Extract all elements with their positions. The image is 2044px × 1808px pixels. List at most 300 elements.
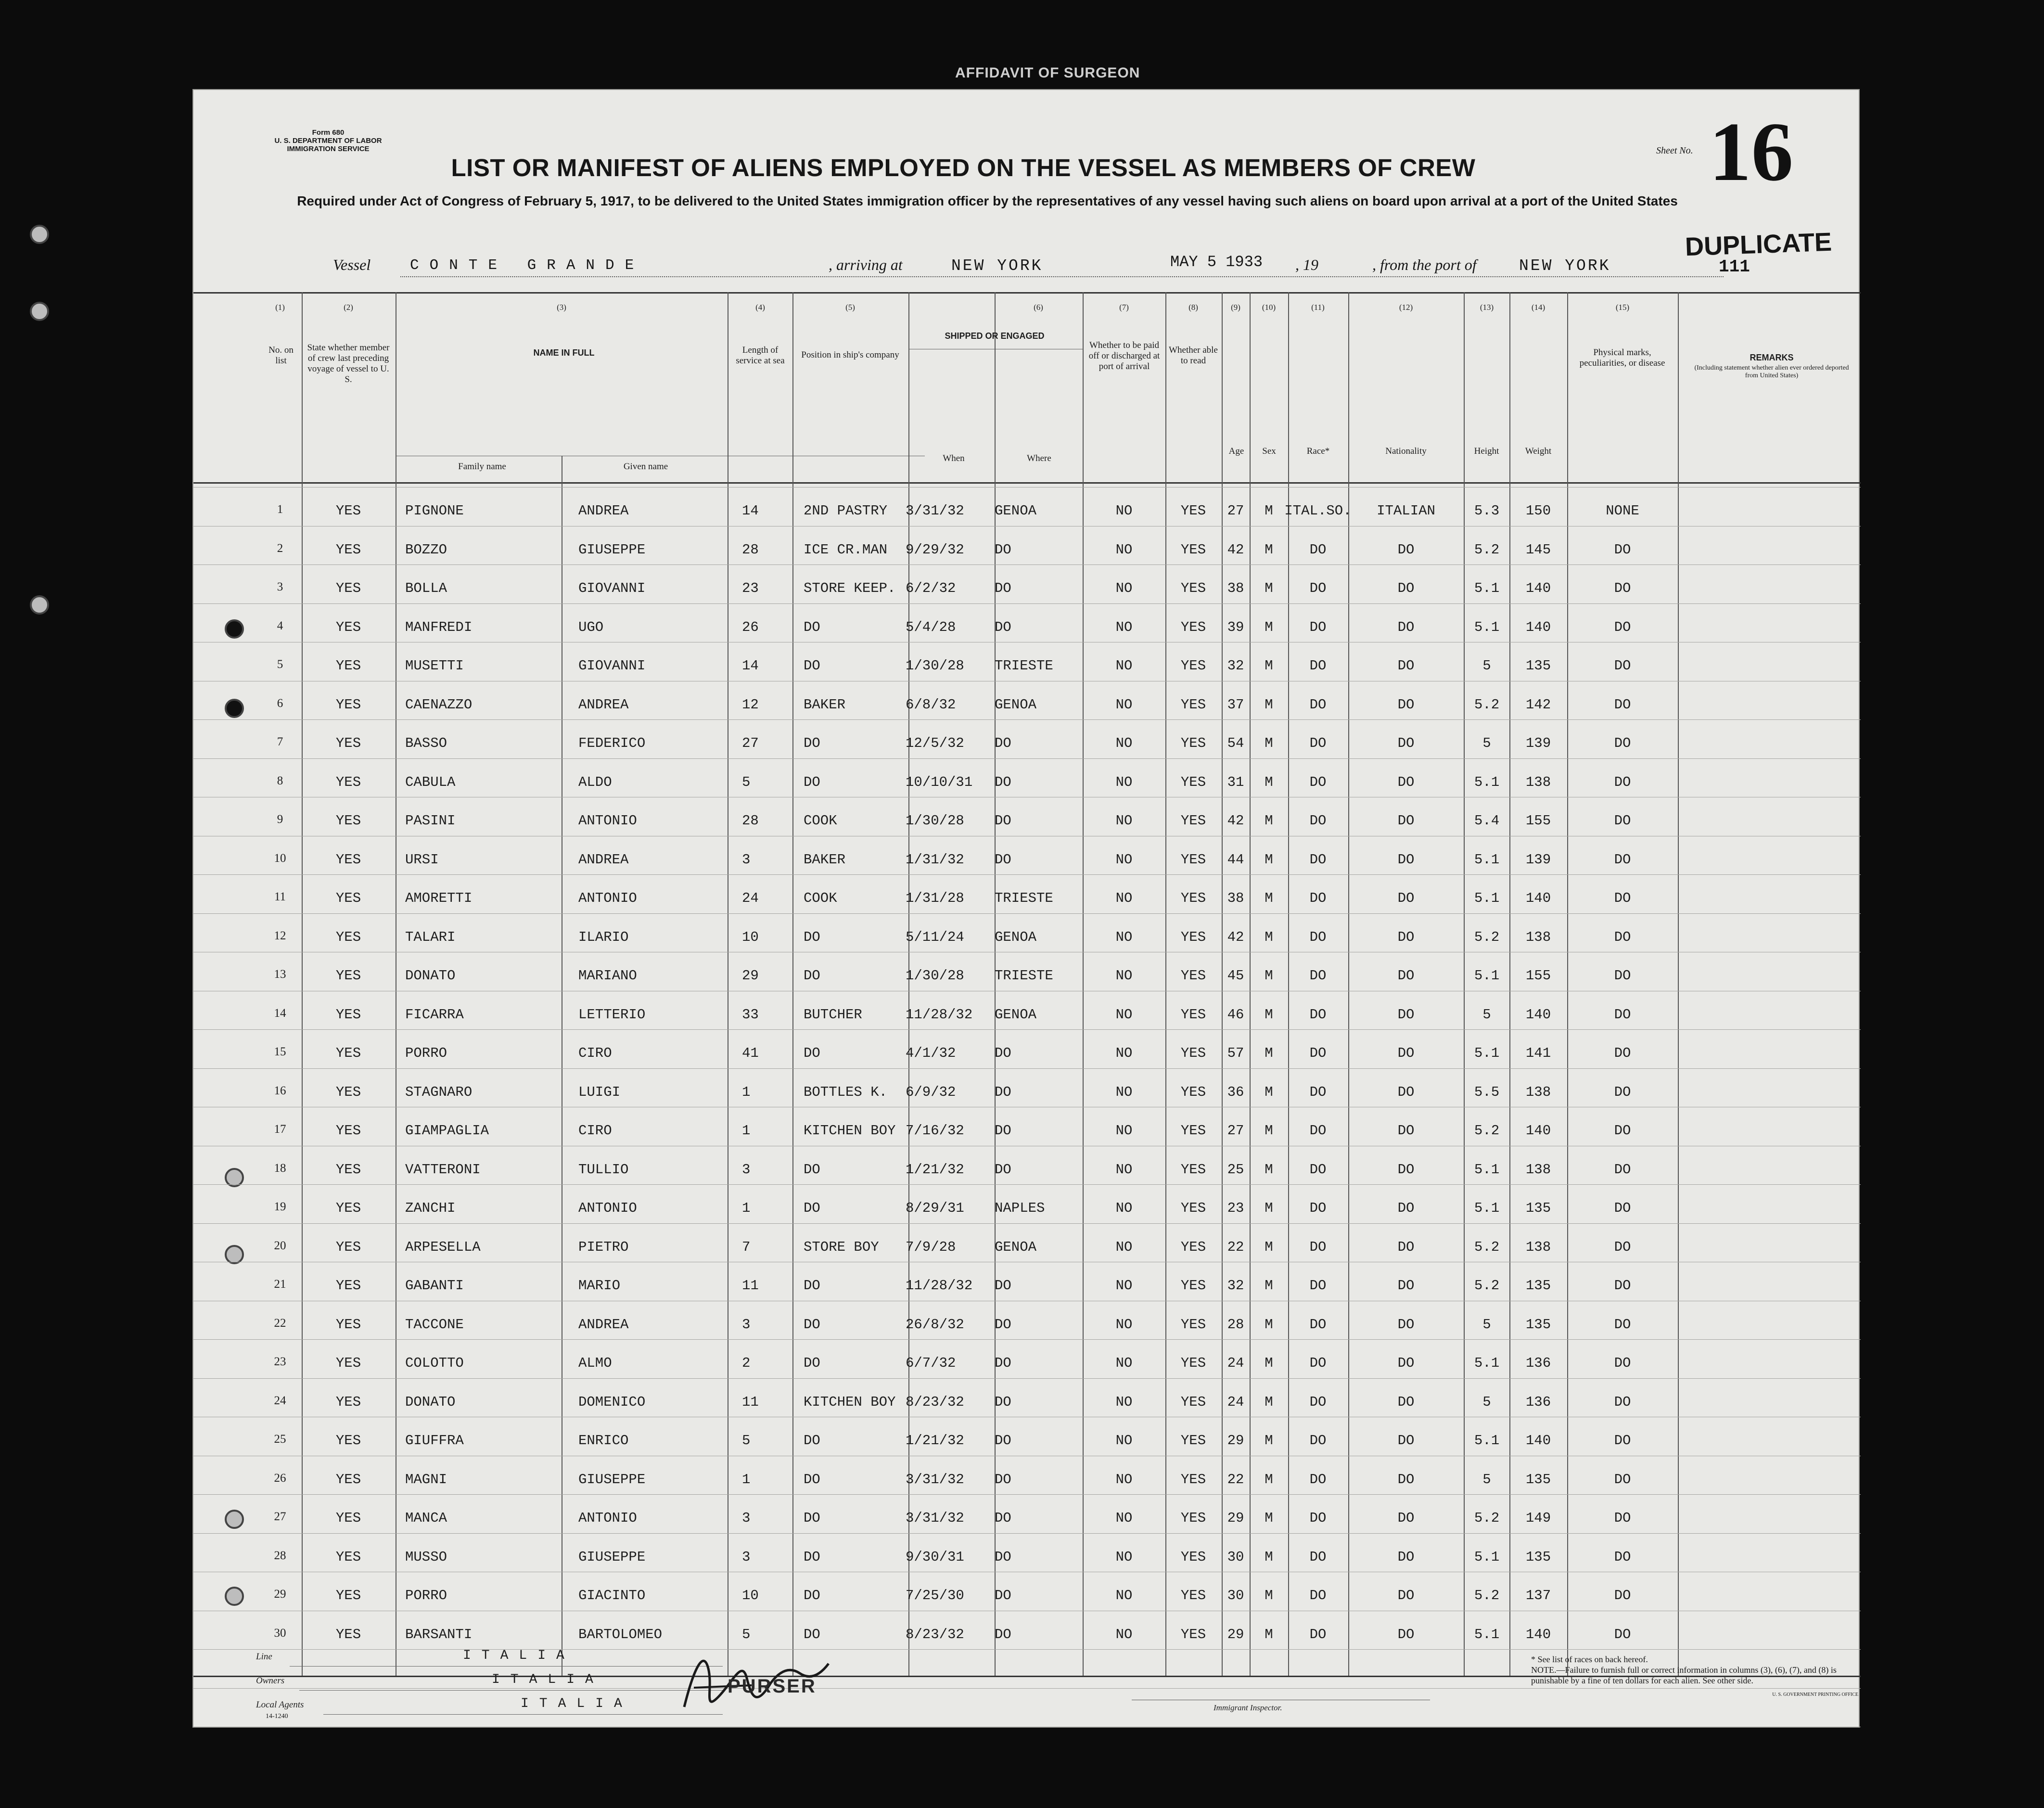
cell-position: STORE KEEP. [804,580,896,596]
form-info [261,128,396,153]
cell-paid: NO [1115,696,1133,713]
cell-where: DO [995,1588,1011,1603]
owners-value: ITALIA [492,1672,604,1687]
cell-physical: DO [1614,1394,1631,1410]
agents-code: 14-1240 [266,1713,288,1720]
cell-race: DO [1309,1084,1327,1100]
cell-when: 11/28/32 [906,1006,973,1023]
cell-length: 3 [742,1161,751,1178]
cell-family: TALARI [405,929,456,945]
cell-given: MARIO [578,1278,621,1294]
cell-nationality: DO [1397,658,1415,674]
cell-nationality: DO [1397,929,1415,945]
cell-race: DO [1309,1471,1327,1487]
cell-nationality: DO [1397,696,1415,713]
cell-height: 5.1 [1474,890,1500,906]
cell-no: 4 [277,619,283,632]
table-row [193,1351,1861,1390]
cell-read: YES [1180,503,1206,519]
cell-nationality: DO [1397,1433,1415,1449]
column-number: (5) [845,303,855,312]
cell-race: DO [1309,696,1327,713]
cell-age: 30 [1227,1588,1244,1603]
cell-given: GIUSEPPE [578,1471,646,1487]
cell-family: GIUFFRA [405,1433,464,1449]
cell-age: 38 [1227,580,1244,596]
cell-weight: 139 [1525,735,1551,751]
cell-race: DO [1309,929,1327,945]
table-row [193,770,1861,809]
cell-prev: YES [335,1471,361,1487]
cell-nationality: DO [1397,735,1415,751]
header-when: When [943,453,965,463]
cell-paid: NO [1115,890,1133,906]
cell-paid: NO [1115,1084,1133,1100]
cell-sex: M [1265,1239,1273,1255]
cell-height: 5.1 [1474,774,1500,790]
cell-no: 1 [277,503,283,516]
cell-paid: NO [1115,1471,1133,1487]
cell-length: 23 [742,580,759,596]
column-number: (4) [755,303,765,312]
cell-no: 25 [274,1433,286,1446]
cell-given: ANTONIO [578,1200,637,1216]
cell-length: 5 [742,1433,751,1449]
cell-read: YES [1180,1006,1206,1023]
cell-nationality: DO [1397,1045,1415,1061]
cell-no: 26 [274,1471,286,1485]
cell-when: 9/30/31 [906,1549,964,1565]
cell-family: AMORETTI [405,890,473,906]
cell-position: ICE CR.MAN [804,541,888,558]
cell-physical: DO [1614,1239,1631,1255]
cell-age: 29 [1227,1510,1244,1526]
penalty-note: NOTE.—Failure to furnish full or correct information in columns (3), (6), (7), and (8) is punishable by a fine of ten dollars for each alien. See other side. [1531,1665,1837,1685]
cell-weight: 150 [1525,503,1551,519]
header-length-service: Length of service at sea [736,345,785,366]
cell-physical: DO [1614,696,1631,713]
cell-when: 1/30/28 [906,658,964,674]
cell-height: 5.2 [1474,1239,1500,1255]
cell-position: DO [804,1626,820,1642]
cell-nationality: DO [1397,813,1415,829]
cell-physical: DO [1614,580,1631,596]
cell-age: 27 [1227,503,1244,519]
cell-paid: NO [1115,1200,1133,1216]
cell-length: 1 [742,1123,751,1139]
cell-where: DO [995,735,1011,751]
cell-read: YES [1180,1161,1206,1178]
cell-position: DO [804,1471,820,1487]
cell-when: 1/31/32 [906,851,964,868]
cell-prev: YES [335,580,361,596]
cell-age: 36 [1227,1084,1244,1100]
cell-given: BARTOLOMEO [578,1626,663,1642]
table-row [193,964,1861,1003]
cell-paid: NO [1115,619,1133,635]
cell-height: 5.1 [1474,968,1500,984]
cell-sex: M [1265,696,1273,713]
cell-paid: NO [1115,735,1133,751]
cell-no: 10 [274,851,286,865]
agents-value: ITALIA [521,1696,633,1711]
header-bottom-border [193,482,1861,484]
cell-prev: YES [335,1588,361,1603]
header-name-in-full: NAME IN FULL [533,348,595,358]
cell-no: 20 [274,1239,286,1252]
cell-paid: NO [1115,851,1133,868]
cell-given: ANDREA [578,503,629,519]
cell-given: ALMO [578,1355,612,1371]
cell-prev: YES [335,619,361,635]
cell-family: VATTERONI [405,1161,481,1178]
cell-length: 7 [742,1239,751,1255]
cell-given: ANDREA [578,851,629,868]
cell-given: GIOVANNI [578,580,646,596]
cell-sex: M [1265,1161,1273,1178]
table-row [193,538,1861,577]
column-number: (6) [1034,303,1043,312]
cell-height: 5.2 [1474,1278,1500,1294]
cell-length: 24 [742,890,759,906]
cell-when: 8/23/32 [906,1394,964,1410]
cell-physical: DO [1614,774,1631,790]
vessel-name: CONTE GRANDE [410,257,645,274]
cell-nationality: ITALIAN [1377,503,1435,519]
cell-paid: NO [1115,1433,1133,1449]
page-title: LIST OR MANIFEST OF ALIENS EMPLOYED ON THE VESSEL AS MEMBERS OF CREW [451,154,1476,181]
table-row [193,577,1861,615]
cell-where: GENOA [995,696,1037,713]
cell-no: 2 [277,541,283,555]
cell-weight: 140 [1525,1626,1551,1642]
cell-nationality: DO [1397,1123,1415,1139]
cell-where: DO [995,1471,1011,1487]
cell-sex: M [1265,1394,1273,1410]
cell-length: 10 [742,929,759,945]
header-remarks-note: (Including statement whether alien ever ordered deported from United States) [1694,364,1849,379]
sheet-number: 16 [1709,105,1793,198]
header-age: Age [1228,446,1244,456]
table-row [193,848,1861,887]
vessel-line-rule [400,276,1724,277]
table-top-border [193,292,1861,294]
inspector-label: Immigrant Inspector. [1214,1703,1282,1712]
cell-height: 5.3 [1474,503,1500,519]
cell-when: 10/10/31 [906,774,973,790]
cell-read: YES [1180,851,1206,868]
cell-weight: 155 [1525,813,1551,829]
cell-family: GIAMPAGLIA [405,1123,489,1139]
cell-position: DO [804,1510,820,1526]
cell-given: TULLIO [578,1161,629,1178]
table-row [193,1313,1861,1352]
cell-height: 5.2 [1474,1123,1500,1139]
cell-prev: YES [335,1433,361,1449]
cell-when: 1/21/32 [906,1433,964,1449]
cell-sex: M [1265,929,1273,945]
cell-age: 24 [1227,1394,1244,1410]
cell-sex: M [1265,1510,1273,1526]
cell-read: YES [1180,696,1206,713]
cell-sex: M [1265,1588,1273,1603]
column-number: (14) [1531,303,1546,312]
cell-paid: NO [1115,1588,1133,1603]
cell-weight: 135 [1525,1200,1551,1216]
cell-where: DO [995,541,1011,558]
cell-race: DO [1309,1045,1327,1061]
cell-length: 14 [742,503,759,519]
cell-where: GENOA [995,1006,1037,1023]
cell-nationality: DO [1397,1084,1415,1100]
cell-nationality: DO [1397,1510,1415,1526]
cell-family: DONATO [405,968,456,984]
column-number: (15) [1615,303,1630,312]
cell-prev: YES [335,1123,361,1139]
punch-hole [30,595,49,615]
cell-race: DO [1309,1316,1327,1333]
table-row [193,1003,1861,1042]
table-row [193,1119,1861,1158]
cell-length: 5 [742,1626,751,1642]
cell-prev: YES [335,890,361,906]
cell-when: 3/31/32 [906,1510,964,1526]
table-row [193,1545,1861,1584]
cell-family: PORRO [405,1588,447,1603]
column-number: (1) [275,303,285,312]
cell-length: 1 [742,1200,751,1216]
cell-prev: YES [335,658,361,674]
cell-physical: DO [1614,1433,1631,1449]
cell-when: 6/2/32 [906,580,956,596]
cell-physical: DO [1614,1316,1631,1333]
cell-paid: NO [1115,1123,1133,1139]
cell-where: DO [995,1549,1011,1565]
cell-paid: NO [1115,813,1133,829]
cell-physical: DO [1614,541,1631,558]
cell-prev: YES [335,1549,361,1565]
cell-where: DO [995,1316,1011,1333]
cell-sex: M [1265,890,1273,906]
cell-physical: DO [1614,1588,1631,1603]
table-row [193,886,1861,925]
cell-height: 5 [1482,658,1491,674]
cell-sex: M [1265,1626,1273,1642]
cell-weight: 140 [1525,1006,1551,1023]
manifest-sheet [192,89,1860,1728]
cell-height: 5.2 [1474,1588,1500,1603]
cell-prev: YES [335,1084,361,1100]
cell-race: DO [1309,1006,1327,1023]
cell-length: 2 [742,1355,751,1371]
cell-age: 37 [1227,696,1244,713]
header-shipped: SHIPPED OR ENGAGED [945,331,1045,341]
cell-length: 26 [742,619,759,635]
cell-family: CAENAZZO [405,696,473,713]
cell-given: ENRICO [578,1433,629,1449]
cell-paid: NO [1115,1161,1133,1178]
cell-prev: YES [335,1161,361,1178]
cell-where: DO [995,1626,1011,1642]
cell-read: YES [1180,1316,1206,1333]
cell-family: BASSO [405,735,447,751]
cell-race: DO [1309,1123,1327,1139]
cell-age: 27 [1227,1123,1244,1139]
table-row [193,809,1861,848]
cell-height: 5.4 [1474,813,1500,829]
cell-given: LUIGI [578,1084,621,1100]
cell-where: TRIESTE [995,890,1053,906]
cell-family: ZANCHI [405,1200,456,1216]
cell-paid: NO [1115,1549,1133,1565]
footer-rules [290,1666,723,1667]
cell-when: 7/16/32 [906,1123,964,1139]
cell-sex: M [1265,1123,1273,1139]
cell-when: 11/28/32 [906,1278,973,1294]
affidavit-stamp: AFFIDAVIT OF SURGEON [955,65,1140,81]
cell-where: DO [995,774,1011,790]
cell-height: 5.1 [1474,1433,1500,1449]
cell-position: DO [804,1316,820,1333]
agents-label: Local Agents [256,1700,304,1710]
cell-family: MUSETTI [405,658,464,674]
cell-paid: NO [1115,1239,1133,1255]
cell-age: 57 [1227,1045,1244,1061]
cell-position: DO [804,1161,820,1178]
cell-race: DO [1309,1510,1327,1526]
cell-race: DO [1309,541,1327,558]
table-row [193,1196,1861,1235]
form-service: IMMIGRATION SERVICE [287,145,370,153]
header-height: Height [1474,446,1499,456]
cell-given: GIACINTO [578,1588,646,1603]
cell-race: DO [1309,1278,1327,1294]
cell-length: 14 [742,658,759,674]
cell-position: BAKER [804,696,846,713]
column-number: (3) [557,303,566,312]
cell-nationality: DO [1397,1161,1415,1178]
cell-weight: 149 [1525,1510,1551,1526]
cell-nationality: DO [1397,1278,1415,1294]
cell-weight: 142 [1525,696,1551,713]
footer-rules [323,1714,723,1715]
cell-when: 6/7/32 [906,1355,956,1371]
cell-race: DO [1309,774,1327,790]
cell-position: DO [804,735,820,751]
cell-nationality: DO [1397,619,1415,635]
cell-no: 19 [274,1200,286,1213]
cell-sex: M [1265,1006,1273,1023]
cell-read: YES [1180,735,1206,751]
cell-height: 5.1 [1474,1626,1500,1642]
cell-nationality: DO [1397,541,1415,558]
cell-prev: YES [335,1278,361,1294]
cell-family: MANCA [405,1510,447,1526]
cell-weight: 140 [1525,890,1551,906]
cell-weight: 155 [1525,968,1551,984]
header-remarks: REMARKS [1750,353,1794,362]
cell-read: YES [1180,619,1206,635]
column-number: (8) [1188,303,1198,312]
cell-race: DO [1309,1355,1327,1371]
cell-weight: 140 [1525,1123,1551,1139]
column-number: (10) [1262,303,1276,312]
cell-family: CABULA [405,774,456,790]
cell-given: ANTONIO [578,813,637,829]
cell-prev: YES [335,1394,361,1410]
header-no-on-list: No. on list [268,345,294,366]
cell-physical: DO [1614,968,1631,984]
cell-length: 1 [742,1471,751,1487]
cell-no: 16 [274,1084,286,1097]
table-row [193,1080,1861,1119]
cell-sex: M [1265,774,1273,790]
cell-height: 5.1 [1474,1045,1500,1061]
cell-position: KITCHEN BOY [804,1394,896,1410]
cell-length: 33 [742,1006,759,1023]
cell-when: 1/30/28 [906,968,964,984]
cell-sex: M [1265,1045,1273,1061]
vessel-line [333,253,1750,280]
cell-length: 3 [742,851,751,868]
table-row [193,1429,1861,1468]
cell-physical: DO [1614,1626,1631,1642]
cell-age: 30 [1227,1549,1244,1565]
table-row [193,1506,1861,1545]
cell-height: 5.1 [1474,1161,1500,1178]
cell-when: 7/9/28 [906,1239,956,1255]
cell-sex: M [1265,1316,1273,1333]
cell-where: DO [995,813,1011,829]
cell-where: DO [995,1084,1011,1100]
cell-where: DO [995,1433,1011,1449]
cell-age: 23 [1227,1200,1244,1216]
cell-given: CIRO [578,1045,612,1061]
header-read: Whether able to read [1169,345,1218,366]
cell-paid: NO [1115,1316,1133,1333]
form-number: Form 680 [312,128,345,137]
cell-no: 18 [274,1161,286,1175]
punch-hole [30,302,49,321]
cell-physical: DO [1614,813,1631,829]
cell-length: 3 [742,1510,751,1526]
cell-read: YES [1180,541,1206,558]
cell-where: DO [995,1355,1011,1371]
cell-given: ALDO [578,774,612,790]
cell-paid: NO [1115,1626,1133,1642]
cell-physical: DO [1614,929,1631,945]
cell-family: MUSSO [405,1549,447,1565]
cell-no: 14 [274,1006,286,1020]
cell-where: DO [995,1045,1011,1061]
cell-age: 22 [1227,1471,1244,1487]
cell-length: 12 [742,696,759,713]
cell-nationality: DO [1397,1200,1415,1216]
cell-given: FEDERICO [578,735,646,751]
cell-no: 8 [277,774,283,787]
cell-race: DO [1309,619,1327,635]
cell-read: YES [1180,813,1206,829]
cell-height: 5.2 [1474,929,1500,945]
table-row [193,693,1861,732]
cell-race: DO [1309,1394,1327,1410]
cell-race: DO [1309,1433,1327,1449]
cell-length: 28 [742,813,759,829]
cell-race: DO [1309,580,1327,596]
cell-read: YES [1180,1626,1206,1642]
cell-nationality: DO [1397,1588,1415,1603]
cell-sex: M [1265,503,1273,519]
